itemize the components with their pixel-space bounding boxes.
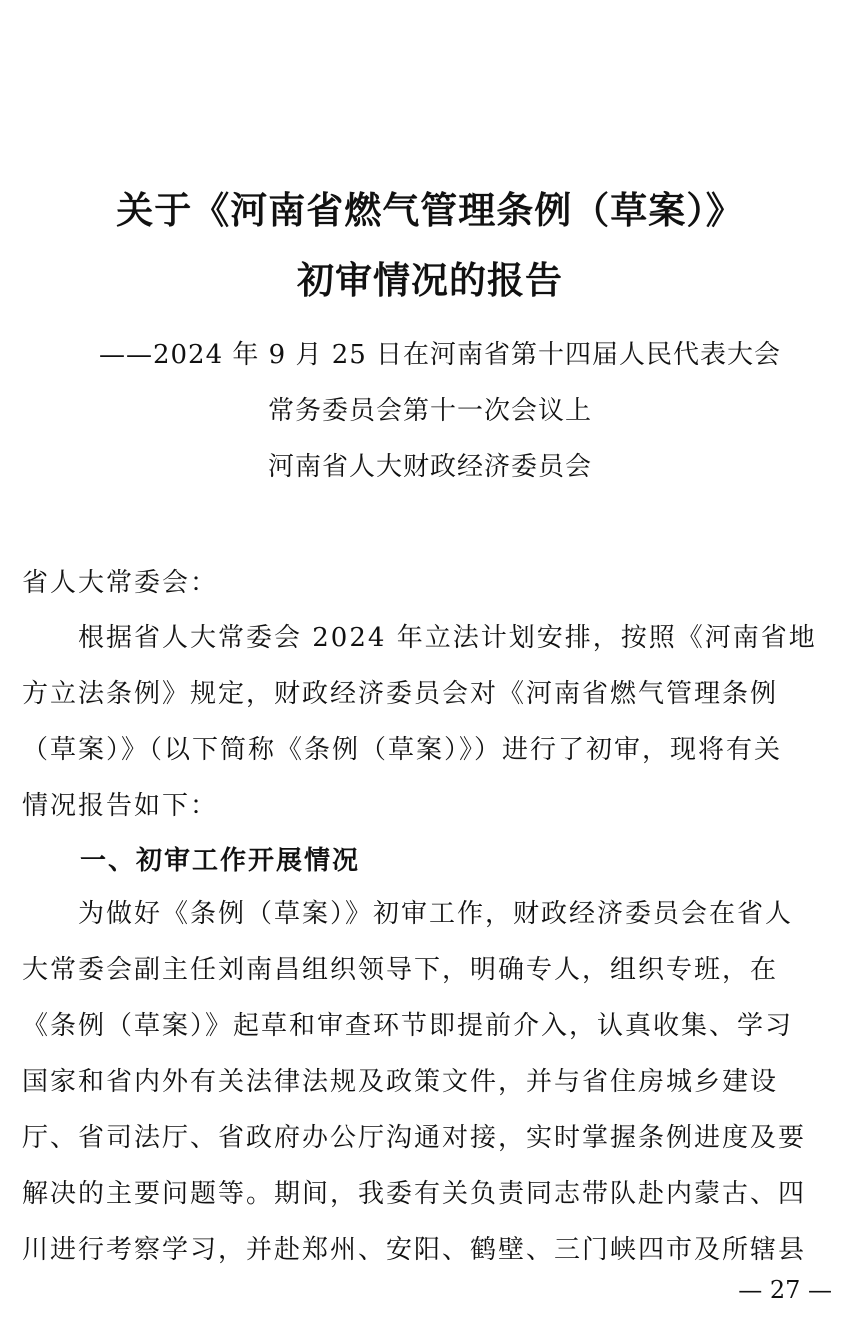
- paragraph-line: 国家和省内外有关法律法规及政策文件，并与省住房城乡建设: [22, 1067, 779, 1097]
- intro-paragraph: [22, 610, 840, 834]
- paragraph-line: 方立法条例》规定，财政经济委员会对《河南省燃气管理条例: [22, 679, 779, 709]
- salutation: 省人大常委会：: [22, 568, 219, 598]
- page-number: — 27 —: [738, 1276, 832, 1304]
- paragraph-line: 为做好《条例（草案）》初审工作，财政经济委员会在省人: [22, 899, 794, 929]
- paragraph-line: 情况报告如下：: [22, 791, 219, 821]
- document-title-line1: 关于《河南省燃气管理条例（草案）》: [116, 189, 744, 232]
- subtitle-issuer-line: 河南省人大财政经济委员会: [267, 452, 592, 482]
- paragraph-line: 根据省人大常委会 2024 年立法计划安排，按照《河南省地: [22, 623, 817, 653]
- paragraph-line: 《条例（草案）》起草和审查环节即提前介入，认真收集、学习: [22, 1011, 794, 1041]
- subtitle-meeting-line: 常务委员会第十一次会议上: [267, 396, 592, 426]
- document-title-line2: 初审情况的报告: [297, 259, 563, 302]
- paragraph-line: 川进行考察学习，并赴郑州、安阳、鹤壁、三门峡四市及所辖县: [22, 1235, 807, 1265]
- paragraph-line: 厅、省司法厅、省政府办公厅沟通对接，实时掌握条例进度及要: [22, 1123, 807, 1153]
- subtitle-date-line: ——2024 年 9 月 25 日在河南省第十四届人民代表大会: [98, 340, 782, 370]
- paragraph-line: 大常委会副主任刘南昌组织领导下，明确专人，组织专班，在: [22, 955, 779, 985]
- paragraph-line: （草案）》（以下简称《条例（草案）》）进行了初审，现将有关: [22, 735, 783, 765]
- section1-paragraph: [22, 886, 840, 1278]
- section-heading: 一、初审工作开展情况: [80, 846, 361, 876]
- paragraph-line: 解决的主要问题等。期间，我委有关负责同志带队赴内蒙古、四: [22, 1179, 807, 1209]
